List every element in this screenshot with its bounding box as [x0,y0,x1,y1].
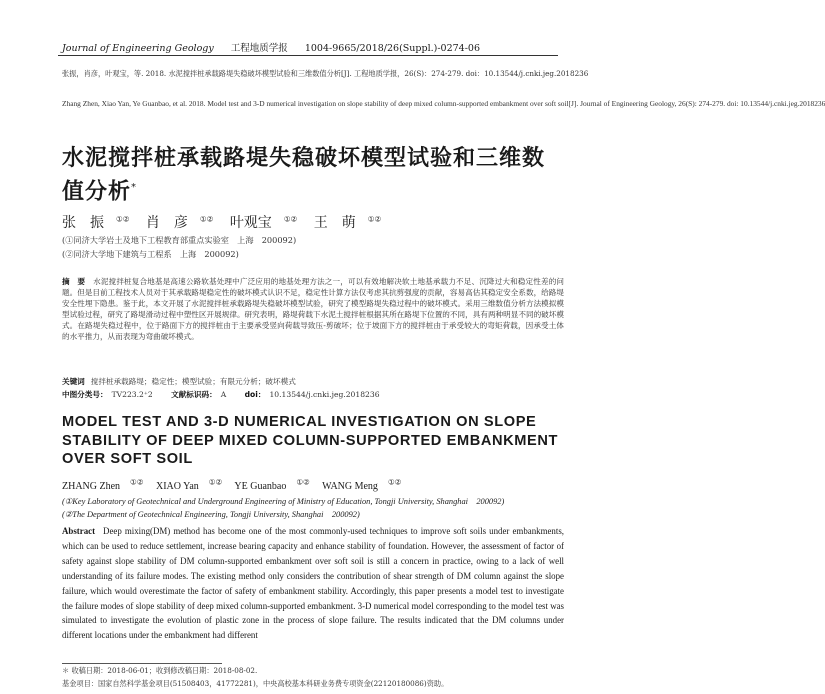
keywords-cn-text: 搅拌桩承载路堤；稳定性；模型试验；有限元分析；破坏模式 [90,377,296,386]
author-name: ZHANG Zhen [62,481,121,493]
footnote-rule [62,663,222,664]
author-name: 肖 彦 [145,215,188,231]
author-cn [230,215,297,231]
author-en [62,478,144,493]
affiliation-cn-1: (①同济大学岩土及地下工程教育部重点实验室 上海 200092) [62,235,297,245]
author-affil-mark: ①② [199,214,214,224]
author-affil-mark: ①② [387,478,402,487]
citation-cn-text: 张振，肖彦，叶观宝，等. 2018. 水泥搅拌桩承载路堤失稳破坏模型试验和三维数值分析[J]. 工程地质学报，26(S)：274-279. doi：10.13544/j.cnki.jeg.2018236 [62,69,589,78]
citation-en-text: Zhang Zhen, Xiao Yan, Ye Guanbao, et al. 2018. Model test and 3-D numerical investigation on slope stability of deep mixed column-supported embankment over soft soil[J]. Journal of Engineering Geology, 26(S): 274-279. doi: 10.13544/j.cnki.jeg.2018236 [62,99,825,108]
author-name: 王 萌 [313,215,356,231]
journal-name-en: Journal of Engineering Geology [62,43,214,54]
author-cn [62,215,129,231]
header-rule [58,55,558,56]
author-affil-mark: ①② [296,478,310,487]
author-name: 张 振 [62,215,104,231]
footnote-received: ＊ 收稿日期：2018-06-01；收到修改稿日期：2018-08-02. [62,666,258,675]
authors-en [62,478,411,492]
abstract-cn-label: 摘 要 [62,277,86,286]
doc-code-value: A [220,390,227,399]
author-en [234,478,310,493]
author-affil-mark: ①② [116,214,130,224]
author-name: XIAO Yan [156,481,199,493]
running-header [62,40,562,54]
author-name: WANG Meng [322,481,378,493]
clc-label: 中图分类号： [62,390,108,399]
abstract-en-label: Abstract [62,526,96,536]
doi-value: 10.13544/j.cnki.jeg.2018236 [269,390,380,399]
author-en [156,478,223,493]
citation-cn [62,68,589,80]
author-affil-mark: ①② [283,214,298,224]
author-affil-mark: ①② [130,478,144,487]
keywords-cn-label: 关键词 [62,377,85,386]
abstract-en [62,524,564,643]
author-cn [146,215,213,231]
issn-info: 1004-9665/2018/26(Suppl.)-0274-06 [304,43,481,54]
affiliation-cn-2: (②同济大学地下建筑与工程系 上海 200092) [62,249,239,259]
footnote-funding: 基金项目：国家自然科学基金项目(51508403，41772281)，中央高校基本科研业务费专项资金(22120180086)资助。 [62,679,449,688]
author-name: 叶观宝 [229,215,272,231]
doc-code-label: 文献标识码： [171,390,217,399]
author-affil-mark: ①② [367,214,382,224]
abstract-en-text: Deep mixing(DM) method has become one of the most commonly-used techniques to improve soft soils under embankments, which can be used to reduce settlement, increase bearing capacity and enhance stability of foundation. However, the assessment of factor of safety against slope stability of DM column-supported embankment over soft soil is still a concern in practice, owing to a lack of well understanding of its failure modes. The existing method only considers the contribution of shear strength of DM column against the slope failure, which would overestimate the factor of safety of embankment stability. Accordingly, this paper presents a model test to investigate the failure modes of slope stability of deep mixed column-supported embankment. 3-D numerical model corresponding to the model test was simulated to investigate the evolution of plastic zone in the process of slope failure. The results indicated that the DM columns under different locations under the embankment had different [62,526,564,641]
journal-name-cn: 工程地质学报 [230,43,288,54]
title-cn-text: 水泥搅拌桩承载路堤失稳破坏模型试验和三维数值分析 [62,146,546,205]
classification-cn [62,389,380,400]
affiliation-en-2: (②The Department of Geotechnical Engineering, Tongji University, Shanghai 200092) [62,510,360,519]
citation-en [62,98,825,110]
author-affil-mark: ①② [208,478,223,487]
doi-label: doi： [244,390,266,399]
affiliation-en-1: (①Key Laboratory of Geotechnical and Underground Engineering of Ministry of Education, Tongji University, Shanghai 200092) [62,497,505,506]
title-footnote-mark: * [131,182,138,193]
authors-cn [62,212,393,232]
author-name: YE Guanbao [234,481,287,493]
keywords-cn [62,376,296,387]
abstract-cn-text: 水泥搅拌桩复合地基是高速公路软基处理中广泛应用的地基处理方法之一，可以有效地解决软土地基承载力不足、沉降过大和稳定性差的问题。但是目前工程技术人员对于其承载路堤稳定性的破坏模式认识不足，稳定性计算方法仅考虑其抗剪强度的贡献，容易高估其稳定安全系数，给路堤安全性埋下隐患。鉴于此，本文开展了水泥搅拌桩承载路堤失稳破坏模型试验，研究了模型路堤失稳过程中的破坏模式。采用三维数值分析方法模拟模型试验过程，研究了路堤滑动过程中塑性区开展规律。研究表明，路堤荷载下水泥土搅拌桩根据其所在路堤下位置的不同，具有两种明显不同的破坏模式。在路堤失稳过程中，位于路面下方的搅拌桩由于主要承受竖向荷载导致压-剪破坏；位于坡面下方的搅拌桩由于承受较大的弯矩荷载，因承受土体的水平推力，从而表现为弯曲破坏模式。 [62,277,565,342]
clc-value: TV223.2⁺2 [111,390,153,399]
author-cn [314,215,381,231]
title-en: MODEL TEST AND 3-D NUMERICAL INVESTIGATION ON SLOPE STABILITY OF DEEP MIXED COLUMN-SUPPORTED EMBANKMENT OVER SOFT SOIL [62,414,558,467]
author-en [322,478,402,493]
abstract-cn [62,276,564,343]
title-cn [62,144,562,206]
